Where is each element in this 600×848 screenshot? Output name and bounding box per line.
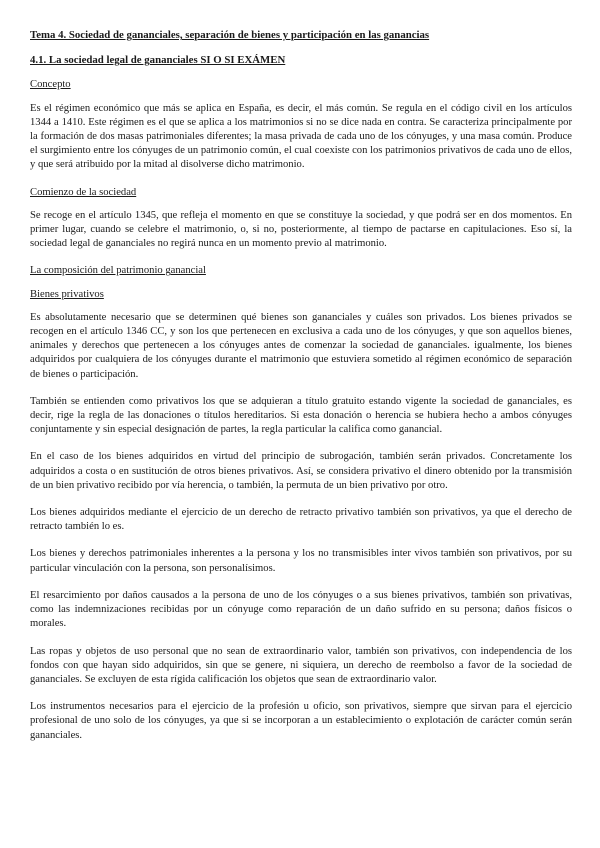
paragraph: Los bienes y derechos patrimoniales inherentes a la persona y los no transmisibles inter vivos también son privativos, por su particular vinculación con la persona, son personalísimos. [30, 548, 572, 574]
paragraph: También se entienden como privativos los que se adquieran a título gratuito estando vigente la sociedad de gananciales, es decir, rige la regla de las donaciones o títulos hereditarios. Si esta donación o herencia se hubiera hecho a ambos cónyuges conjuntamente y sin especial designación de partes, la regla particular la califica como ganancial. [30, 395, 572, 436]
subheading-composicion: La composición del patrimonio ganancial [30, 265, 206, 277]
paragraph: Los instrumentos necesarios para el ejercicio de la profesión u oficio, son privativos, siempre que sirvan para el ejercicio profesional de uno solo de los cónyuges, ya que si se incorporan a un establecimiento o explotación de carácter común serán gananciales. [30, 701, 572, 741]
document-title: Tema 4. Sociedad de gananciales, separación de bienes y participación en las ganancias [30, 29, 430, 41]
paragraph: En el caso de los bienes adquiridos en virtud del principio de subrogación, también serán privados. Concretamente los adquiridos a costa o en sustitución de otros bienes privativos. Así, se considera privativo el dinero obtenido por la transmisión de un bien privativo recibido por vía herencia, o también, la permuta de un bien privativo por otro. [30, 451, 572, 491]
subheading-concepto: Concepto [30, 79, 71, 91]
subheading-bienes-privativos: Bienes privativos [30, 288, 104, 300]
paragraph: Las ropas y objetos de uso personal que no sean de extraordinario valor, también son privativos, con independencia de los fondos con que hayan sido adquiridos, sin que se genere, ni siquiera, un derecho de reembolso a favor de la sociedad de gananciales. Se excluyen de esta rígida calificación los objetos que sean de extraordinario valor. [30, 645, 572, 685]
paragraph: Es absolutamente necesario que se determinen qué bienes son gananciales y cuáles son privados. Los bienes privados se recogen en el artículo 1346 CC, y son los que pertenecen en exclusiva a cada uno de los cónyuges, y que son aquellos bienes, animales y derechos que pertenecen a los cónyuges antes de comenzar la sociedad de gananciales. igualmente, los bienes adquiridos por cualquiera de los cónyuges durante el matrimonio que estuviera sometido al régimen económico de separación de bienes o participación. [30, 311, 572, 380]
paragraph: Los bienes adquiridos mediante el ejercicio de un derecho de retracto privativo también son privativos, ya que el derecho de retracto también lo es. [30, 507, 572, 533]
paragraph: Es el régimen económico que más se aplica en España, es decir, el más común. Se regula en el código civil en los artículos 1344 a 1410. Este régimen es el que se aplica a los matrimonios si no se dice nada en contra. Se caracteriza principalmente por la formación de dos masas patrimoniales diferentes; la masa privada de cada uno de los cónyuges, y una masa común. Produce el surgimiento entre los cónyuges de un patrimonio común, el cual coexiste con los patrimonios privativos de cada uno de ellos, y que será atribuido por la mitad al disolverse dicho matrimonio. [30, 102, 572, 171]
document-page [30, 28, 572, 756]
paragraph: El resarcimiento por daños causados a la persona de uno de los cónyuges o a sus bienes privativos, también son privativas, como las indemnizaciones recibidas por un cónyuge como reparación de un daño sufrido en su persona; daños físicos o morales. [30, 589, 572, 630]
section-title: 4.1. La sociedad legal de gananciales SI O SI EXÁMEN [30, 54, 286, 67]
paragraph: Se recoge en el artículo 1345, que refleja el momento en que se constituye la sociedad, y que podrá ser en dos momentos. En primer lugar, cuando se celebre el matrimonio, o, si no, posteriormente, al tiempo de pactarse en capitulaciones. Eso sí, la sociedad legal de gananciales no regirá nunca en un momento previo al matrimonio. [30, 209, 572, 250]
subheading-comienzo: Comienzo de la sociedad [30, 186, 137, 198]
